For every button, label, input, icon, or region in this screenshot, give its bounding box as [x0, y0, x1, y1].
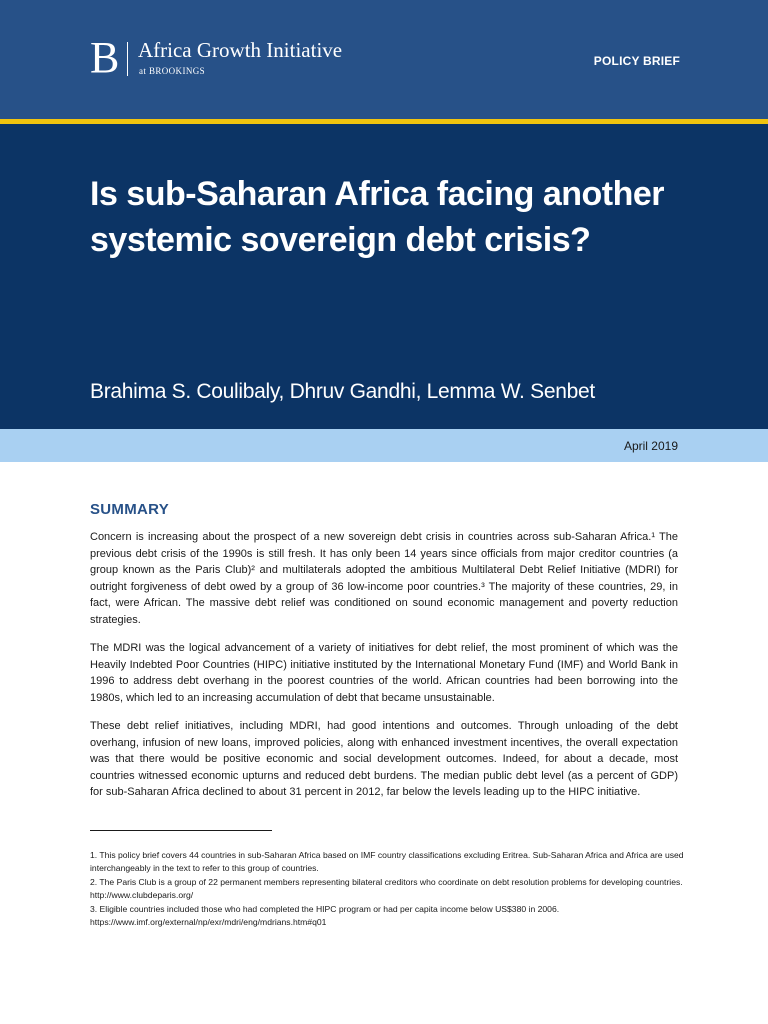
summary-paragraph: The MDRI was the logical advancement of a variety of initiatives for debt relief, the most prominent of which was the Heavily Indebted Poor Countries (HIPC) initiative instituted by the International Monetary Fund (IMF) and World Bank in 1996 to address debt overhang in the poorest countries of the world. African countries had been borrowing into the 1980s, which led to an increasing accumulation of debt that became unsustainable. [90, 642, 678, 704]
summary-paragraph: Concern is increasing about the prospect of a new sovereign debt crisis in countries across sub-Saharan Africa.¹ The previous debt crisis of the 1990s is still fresh. It has only been 14 years since officials from major creditor countries (a group known as the Paris Club)² and multilaterals adopted the ambitious Multilateral Debt Relief Initiative (MDRI) for outright forgiveness of debt owed by a group of 36 low-income poor countries.³ The majority of these countries, 29, in fact, were African. The massive debt relief was conditioned on sound economic management and poverty reduction strategies. [90, 531, 678, 626]
summary-paragraph: These debt relief initiatives, including MDRI, had good intentions and outcomes. Through unloading of the debt overhang, infusion of new loans, improved policies, along with enhanced investment incentives, the overall expectation was that there would be positive economic and social development outcomes. Indeed, for about a decade, most countries witnessed economic upturns and reduced debt burdens. The median public debt level (as a percent of GDP) for sub-Saharan Africa declined to about 31 percent in 2012, far below the levels leading up to the HIPC initiative. [90, 720, 678, 798]
org-name: Africa Growth Initiative [138, 38, 343, 62]
footnote: 3. Eligible countries included those who had completed the HIPC program or had per capita income below US$380 in 2006. https://www.imf.org/external/np/exr/mdri/eng/mdrians.htm#q01 [90, 904, 560, 927]
doc-type-label: POLICY BRIEF [593, 54, 680, 68]
summary-heading: SUMMARY [90, 501, 170, 518]
footnotes [90, 849, 690, 930]
page-title: Is sub-Saharan Africa facing another systemic sovereign debt crisis? [90, 175, 664, 259]
footnote-rule [90, 830, 272, 831]
footnote: 1. This policy brief covers 44 countries in sub-Saharan Africa based on IMF country classifications excluding Eritrea. Sub-Saharan Africa and Africa are used interchangeably in the text to refer to this group of countries. [90, 850, 684, 873]
publication-date: April 2019 [623, 439, 678, 453]
summary-body [90, 529, 678, 813]
footnote: 2. The Paris Club is a group of 22 permanent members representing bilateral creditors who coordinate on debt resolution problems for developing countries. http://www.clubdeparis.org/ [90, 877, 683, 900]
authors: Brahima S. Coulibaly, Dhruv Gandhi, Lemma W. Senbet [90, 380, 595, 403]
logo-divider [127, 42, 128, 76]
brookings-logo-letter: B [90, 33, 120, 82]
org-subtitle: at BROOKINGS [139, 66, 206, 76]
